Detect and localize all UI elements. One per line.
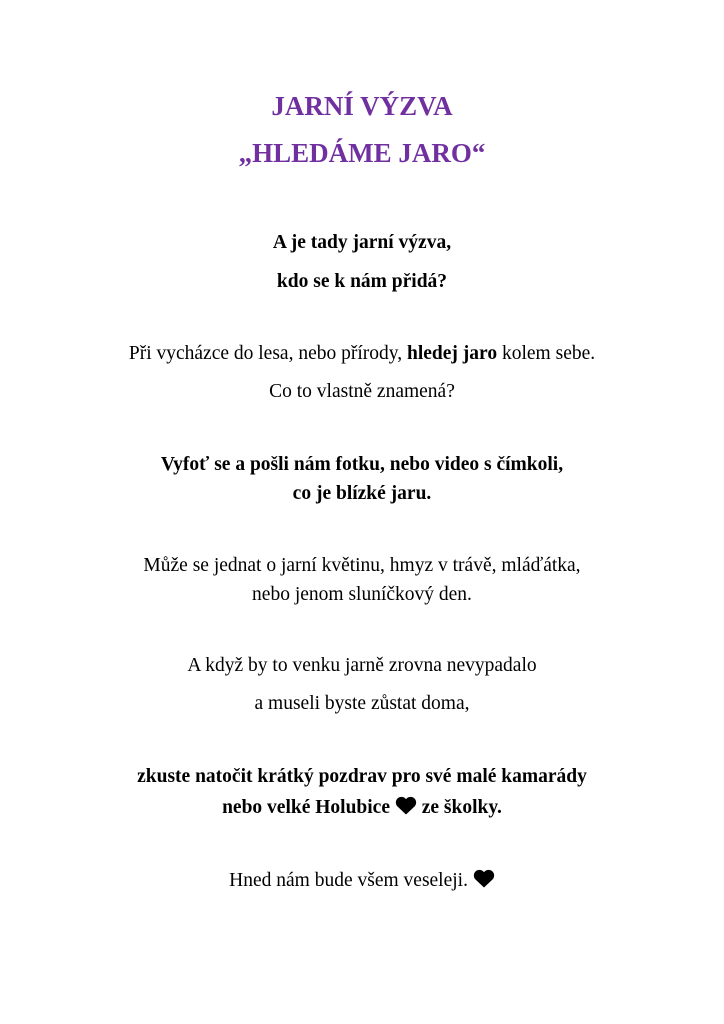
walk-emphasis: hledej jaro bbox=[407, 343, 498, 364]
photo-line-1: Vyfoť se a pošli nám fotku, nebo video s čímkoli, bbox=[160, 454, 564, 475]
photo-line-2: co je blízké jaru. bbox=[292, 483, 432, 504]
examples-line-2: nebo jenom sluníčkový den. bbox=[252, 584, 472, 605]
walk-line-2: Co to vlastně znamená? bbox=[269, 381, 455, 402]
title-line-1: JARNÍ VÝZVA bbox=[271, 91, 453, 121]
weather-line-1: A když by to venku jarně zrovna nevypadalo bbox=[187, 655, 537, 676]
walk-text-pre: Při vycházce do lesa, nebo přírody, bbox=[128, 343, 408, 364]
examples-line-1: Může se jednat o jarní květinu, hmyz v trávě, mláďátka, bbox=[143, 555, 581, 576]
weather-line-2: a museli byste zůstat doma, bbox=[254, 693, 470, 714]
greeting-line-1: zkuste natočit krátký pozdrav pro své malé kamarády bbox=[137, 766, 587, 787]
closing-line bbox=[0, 869, 724, 891]
heart-icon bbox=[395, 796, 417, 815]
greeting-text-pre: nebo velké Holubice bbox=[222, 797, 390, 818]
walk-line-1 bbox=[0, 344, 724, 364]
greeting-text-post: ze školky. bbox=[421, 797, 502, 818]
intro-line-1: A je tady jarní výzva, bbox=[272, 232, 452, 253]
walk-text-post: kolem sebe. bbox=[497, 343, 596, 364]
heart-icon bbox=[473, 869, 495, 888]
greeting-line-2 bbox=[0, 796, 724, 818]
closing-text: Hned nám bude všem veseleji. bbox=[229, 870, 468, 891]
title-line-2: „HLEDÁME JARO“ bbox=[238, 138, 486, 168]
intro-line-2: kdo se k nám přidá? bbox=[276, 271, 448, 292]
